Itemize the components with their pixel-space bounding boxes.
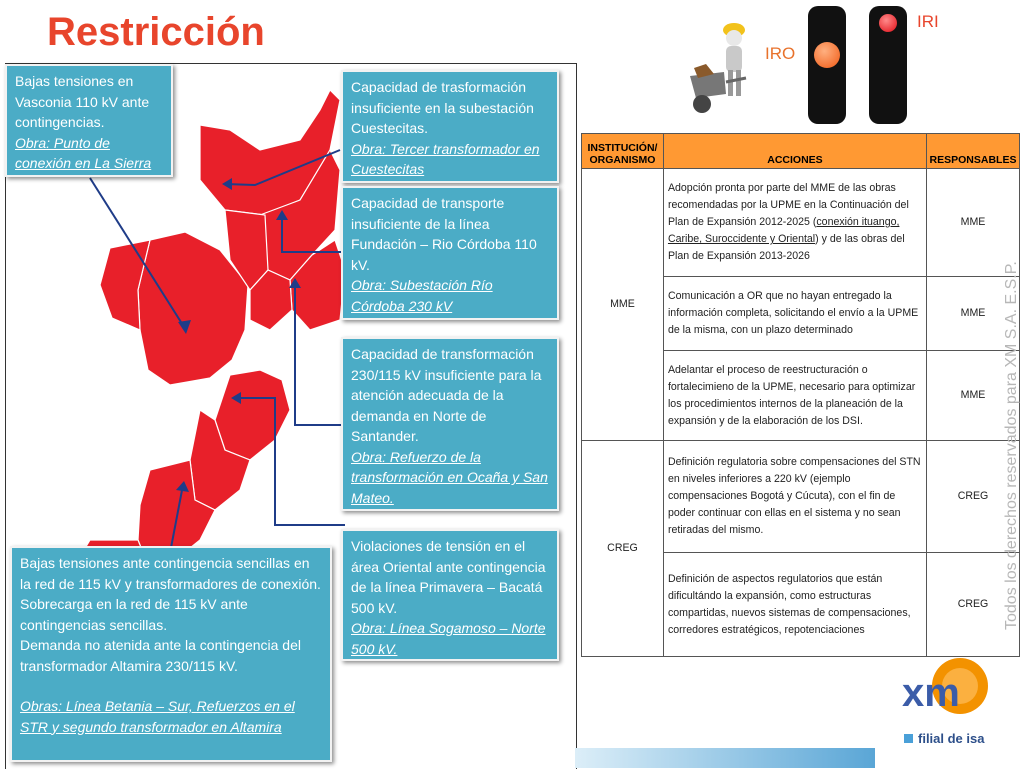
group-mme: MME <box>582 169 664 441</box>
action-text-pre: Adopción pronta por parte del MME de las obras recomendadas por la UPME en la Continuación del Plan de Expansión 2012-2025 ( <box>667 182 909 228</box>
callout-fundacion <box>341 186 559 320</box>
group-creg: CREG <box>582 441 664 657</box>
responsible-cell: CREG <box>926 553 1019 657</box>
callout-santander-text: Capacidad de transformación 230/115 kV insuficiente para la atención adecuada de la demanda en Norte de Santander. <box>351 346 542 444</box>
table-row <box>582 169 1020 277</box>
callout-santander-obra[interactable]: Obra: Refuerzo de la transformación en Ocaña y San Mateo. <box>351 448 548 506</box>
responsible-cell: MME <box>926 351 1019 441</box>
iri-indicator <box>869 6 907 124</box>
table-row <box>582 441 1020 553</box>
action-text-post: ) y de las obras del Plan de Expansión 2013-2026 <box>667 233 905 262</box>
callout-cuestecitas-obra[interactable]: Obra: Tercer transformador en Cuestecitas <box>351 140 540 177</box>
action-cell: Definición de aspectos regulatorios que están dificultándo la expansión, como estructuras compartidas, nuevos sistemas de compensaciones, corredores estratégicos, repotenciaciones <box>663 553 926 657</box>
action-cell: Comunicación a OR que no hayan entregado la información completa, solicitando el envío a la UPME de la misma, con un plazo determinado <box>663 277 926 351</box>
copyright-watermark: Todos los derechos reservados para XM S.A. E.S.P. <box>1003 261 1020 630</box>
callout-bajas-tensiones <box>10 546 332 762</box>
action-cell: Definición regulatoria sobre compensaciones del STN en niveles inferiores a 220 kV (ejemplo compensaciones Bogotá y Cúcuta), con el fin de poder continuar con ellas en el sistema y no sean retiradas del mismo. <box>663 441 926 553</box>
iri-label: IRI <box>917 12 939 31</box>
page-title: Restricción <box>47 10 265 54</box>
orange-light <box>814 42 840 68</box>
actions-table <box>581 133 1020 657</box>
worker-wheelbarrow-illustration <box>684 16 764 120</box>
callout-oriental-obra[interactable]: Obra: Línea Sogamoso – Norte 500 kV. <box>351 620 546 657</box>
callout-bajas-line1: Bajas tensiones ante contingencia sencillas en la red de 115 kV y transformadores de conexión. <box>20 555 321 592</box>
iro-indicator <box>808 6 846 124</box>
region-boyaca <box>215 370 290 460</box>
callout-cuestecitas <box>341 70 559 183</box>
action-cell <box>663 169 926 277</box>
callout-santander <box>341 337 559 511</box>
filial-tagline <box>904 731 984 746</box>
xm-logo <box>898 656 990 728</box>
iro-label: IRO <box>765 44 796 63</box>
header-responsables: RESPONSABLES <box>926 134 1019 169</box>
responsible-cell: MME <box>926 169 1019 277</box>
logo-text: xm <box>902 671 960 715</box>
table-header-row <box>582 134 1020 169</box>
callout-vasconia <box>5 64 173 177</box>
header-institucion: INSTITUCIÓN/ ORGANISMO <box>582 134 664 169</box>
action-cell: Adelantar el proceso de reestructuración o fortalecimieno de la UPME, necesario para optimizar los procedimientos internos de la planeación de la expansión y de la elaboración de los DSI. <box>663 351 926 441</box>
header-acciones: ACCIONES <box>663 134 926 169</box>
red-light <box>879 14 897 32</box>
action-link[interactable]: conexión ituango, Caribe, Suroccidente y Oriental <box>667 216 900 245</box>
callout-oriental-text: Violaciones de tensión en el área Oriental ante contingencia de la línea Primavera – Bacatá 500 kV. <box>351 538 546 616</box>
callout-cuestecitas-text: Capacidad de trasformación insuficiente en la subestación Cuestecitas. <box>351 79 534 136</box>
footer-bar <box>575 748 875 768</box>
callout-fundacion-text: Capacidad de transporte insuficiente de la línea Fundación – Rio Córdoba 110 kV. <box>351 195 537 273</box>
callout-vasconia-obra[interactable]: Obra: Punto de conexión en La Sierra <box>15 134 152 171</box>
responsible-cell: CREG <box>926 441 1019 553</box>
callout-bajas-line3: Demanda no atenida ante la contingencia del transformador Altamira 230/115 kV. <box>20 637 301 674</box>
responsible-cell: MME <box>926 277 1019 351</box>
callout-oriental <box>341 529 559 661</box>
callout-bajas-line2: Sobrecarga en la red de 115 kV ante contingencias sencillas. <box>20 596 248 633</box>
filial-text: filial de isa <box>918 731 985 746</box>
callout-bajas-obra[interactable]: Obras: Línea Betania – Sur, Refuerzos en el STR y segundo transformador en Altamira <box>20 698 295 735</box>
callout-fundacion-obra[interactable]: Obra: Subestación Río Córdoba 230 kV <box>351 277 493 314</box>
square-icon <box>904 734 913 743</box>
callout-vasconia-text: Bajas tensiones en Vasconia 110 kV ante contingencias. <box>15 73 150 130</box>
